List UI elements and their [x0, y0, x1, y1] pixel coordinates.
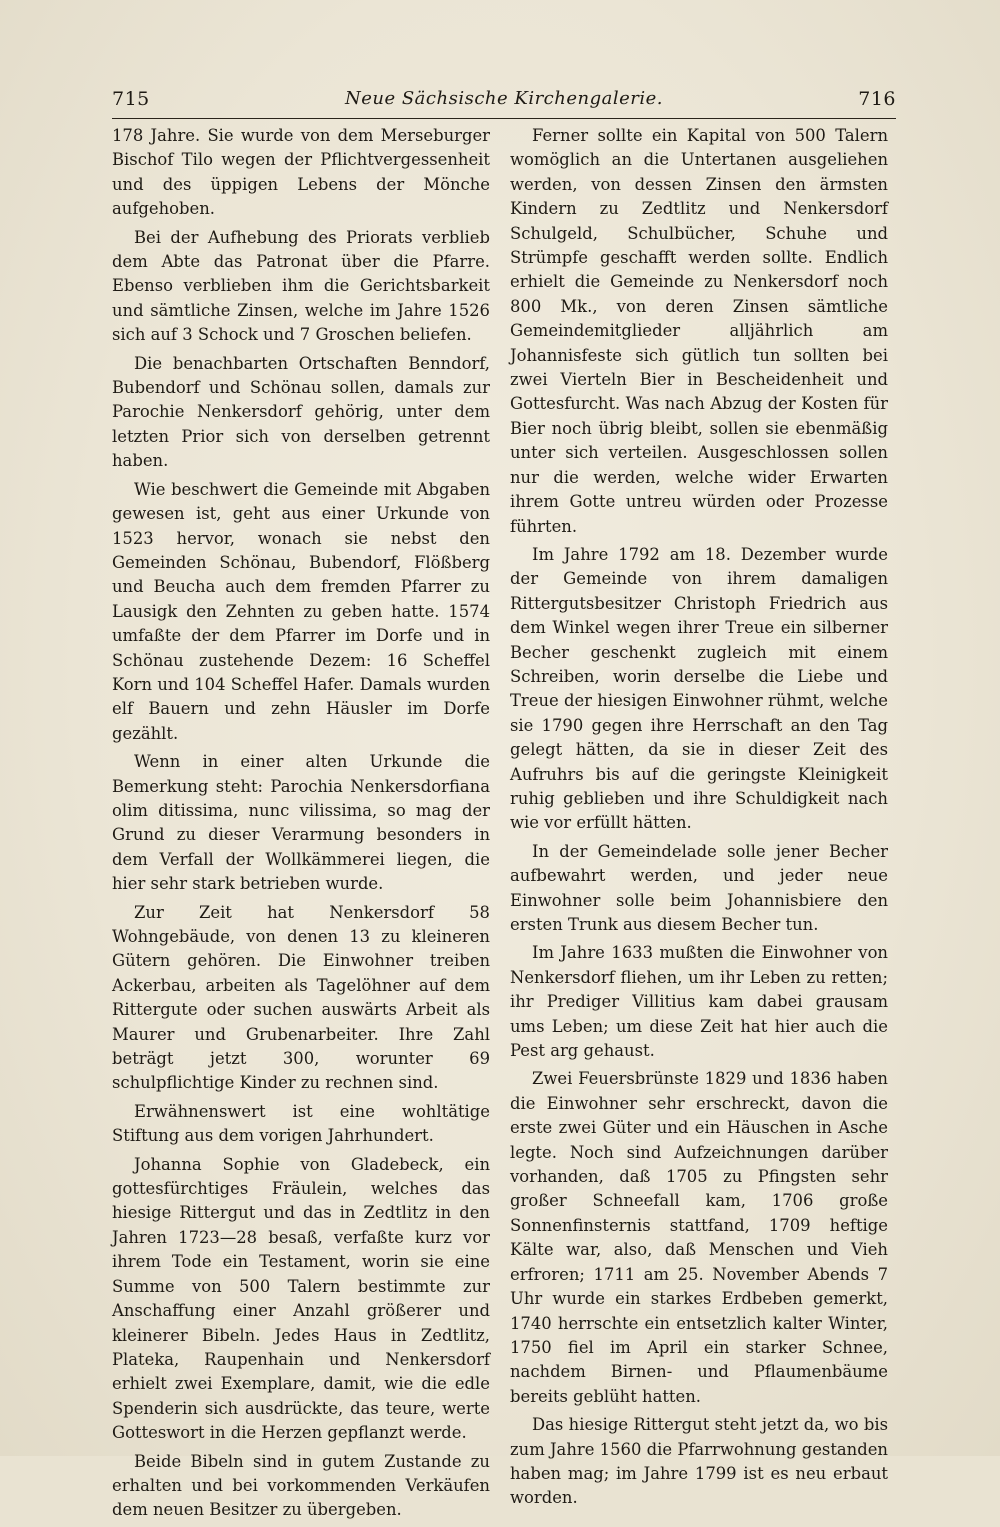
paragraph: Johanna Sophie von Gladebeck, ein gottesfürchtiges Fräulein, welches das hiesige Rittergut und das in Zedtlitz in den Jahren 1723—28 besaß, verfaßte kurz vor ihrem Tode ein Testament, worin sie eine Summe von 500 Talern bestimmte zur Anschaffung einer Anzahl größerer und kleinerer Bibeln. Jedes Haus in Zedtlitz, Plateka, Raupenhain und Nenkersdorf erhielt zwei Exemplare, damit, wie die edle Spenderin sich ausdrückte, das teure, werte Gotteswort in die Herzen gepflanzt werde. — [112, 1154, 490, 1443]
left-column — [112, 124, 490, 1527]
running-title: Neue Sächsische Kirchengalerie. — [344, 88, 663, 109]
paragraph: Erwähnenswert ist eine wohltätige Stiftung aus dem vorigen Jahrhundert. — [112, 1101, 490, 1146]
paragraph: In der Gemeindelade solle jener Becher aufbewahrt werden, und jeder neue Einwohner solle beim Johannisbiere den ersten Trunk aus diesem Becher tun. — [510, 841, 888, 934]
paragraph: Zur Zeit hat Nenkersdorf 58 Wohngebäude, von denen 13 zu kleineren Gütern gehören. Die Einwohner treiben Ackerbau, arbeiten als Tagelöhner auf dem Rittergute oder suchen auswärts Arbeit als Maurer und Grubenarbeiter. Ihre Zahl beträgt jetzt 300, worunter 69 schulpflichtige Kinder zu rechnen sind. — [112, 902, 490, 1093]
paragraph: Ferner sollte ein Kapital von 500 Talern womöglich an die Untertanen ausgeliehen werden, von dessen Zinsen den ärmsten Kindern zu Zedtlitz und Nenkersdorf Schulgeld, Schulbücher, Schuhe und Strümpfe geschafft werden sollte. Endlich erhielt die Gemeinde zu Nenkersdorf noch 800 Mk., von deren Zinsen sämtliche Gemeindemitglieder alljährlich am Johannisfeste sich gütlich tun sollten bei zwei Vierteln Bier in Bescheidenheit und Gottesfurcht. Was nach Abzug der Kosten für Bier noch übrig bleibt, sollen sie ebenmäßig unter sich verteilen. Ausgeschlossen sollen nur die werden, welche wider Erwarten ihrem Gotte untreu würden oder Prozesse führten. — [510, 126, 888, 536]
paragraph: Bei der Aufhebung des Priorats verblieb dem Abte das Patronat über die Pfarre. Ebenso verblieben ihm die Gerichtsbarkeit und sämtliche Zinsen, welche im Jahre 1526 sich auf 3 Schock und 7 Groschen beliefen. — [112, 227, 490, 345]
page-number-left: 715 — [112, 88, 150, 110]
paragraph: Beide Bibeln sind in gutem Zustande zu erhalten und bei vorkommenden Verkäufen dem neuen Besitzer zu übergeben. — [112, 1451, 490, 1520]
paragraph: Wie beschwert die Gemeinde mit Abgaben gewesen ist, geht aus einer Urkunde von 1523 hervor, wonach sie nebst den Gemeinden Schönau, Bubendorf, Flößberg und Beucha auch dem fremden Pfarrer zu Lausigk den Zehnten zu geben hatte. 1574 umfaßte der dem Pfarrer im Dorfe und in Schönau zustehende Dezem: 16 Scheffel Korn und 104 Scheffel Hafer. Damals wurden elf Bauern und zehn Häusler im Dorfe gezählt. — [112, 479, 490, 743]
paragraph: Die benachbarten Ortschaften Benndorf, Bubendorf und Schönau sollen, damals zur Parochie Nenkersdorf gehörig, unter dem letzten Prior sich von derselben getrennt haben. — [112, 353, 490, 471]
header-rule — [112, 118, 896, 119]
paragraph: Das hiesige Rittergut steht jetzt da, wo bis zum Jahre 1560 die Pfarrwohnung gestanden haben mag; im Jahre 1799 ist es neu erbaut worden. — [510, 1415, 888, 1508]
paragraph: Wenn in einer alten Urkunde die Bemerkung steht: Parochia Nenkersdorfiana olim ditissima, nunc vilissima, so mag der Grund zu dieser Verarmung besonders in dem Verfall der Wollkämmerei liegen, die hier sehr stark betrieben wurde. — [112, 752, 490, 894]
paragraph: 178 Jahre. Sie wurde von dem Merseburger Bischof Tilo wegen der Pflichtvergessenheit und des üppigen Lebens der Mönche aufgehoben. — [112, 126, 490, 219]
page-number-right: 716 — [858, 88, 896, 110]
paragraph: Im Jahre 1633 mußten die Einwohner von Nenkersdorf fliehen, um ihr Leben zu retten; ihr Prediger Villitius kam dabei grausam ums Leben; um diese Zeit hat hier auch die Pest arg gehaust. — [510, 943, 888, 1061]
paragraph: Im Jahre 1792 am 18. Dezember wurde der Gemeinde von ihrem damaligen Rittergutsbesitzer Christoph Friedrich aus dem Winkel wegen ihrer Treue ein silberner Becher geschenkt zugleich mit einem Schreiben, worin derselbe die Liebe und Treue der hiesigen Einwohner rühmt, welche sie 1790 gegen ihre Herrschaft an den Tag gelegt hätten, da sie in dieser Zeit des Aufruhrs bis auf die geringste Kleinigkeit ruhig geblieben und ihre Schuldigkeit nach wie vor erfüllt hätten. — [510, 544, 888, 833]
right-column — [510, 124, 888, 1515]
paragraph: Zwei Feuersbrünste 1829 und 1836 haben die Einwohner sehr erschreckt, davon die erste zwei Güter und ein Häuschen in Asche legte. Noch sind Aufzeichnungen darüber vorhanden, daß 1705 zu Pfingsten sehr großer Schneefall kam, 1706 große Sonnenfinsternis stattfand, 1709 heftige Kälte war, also, daß Menschen und Vieh erfroren; 1711 am 25. November Abends 7 Uhr wurde ein starkes Erdbeben gemerkt, 1740 herrschte ein entsetzlich kalter Winter, 1750 fiel im April ein starker Schnee, nachdem Birnen- und Pflaumenbäume bereits geblüht hatten. — [510, 1069, 888, 1406]
running-header — [112, 88, 896, 118]
